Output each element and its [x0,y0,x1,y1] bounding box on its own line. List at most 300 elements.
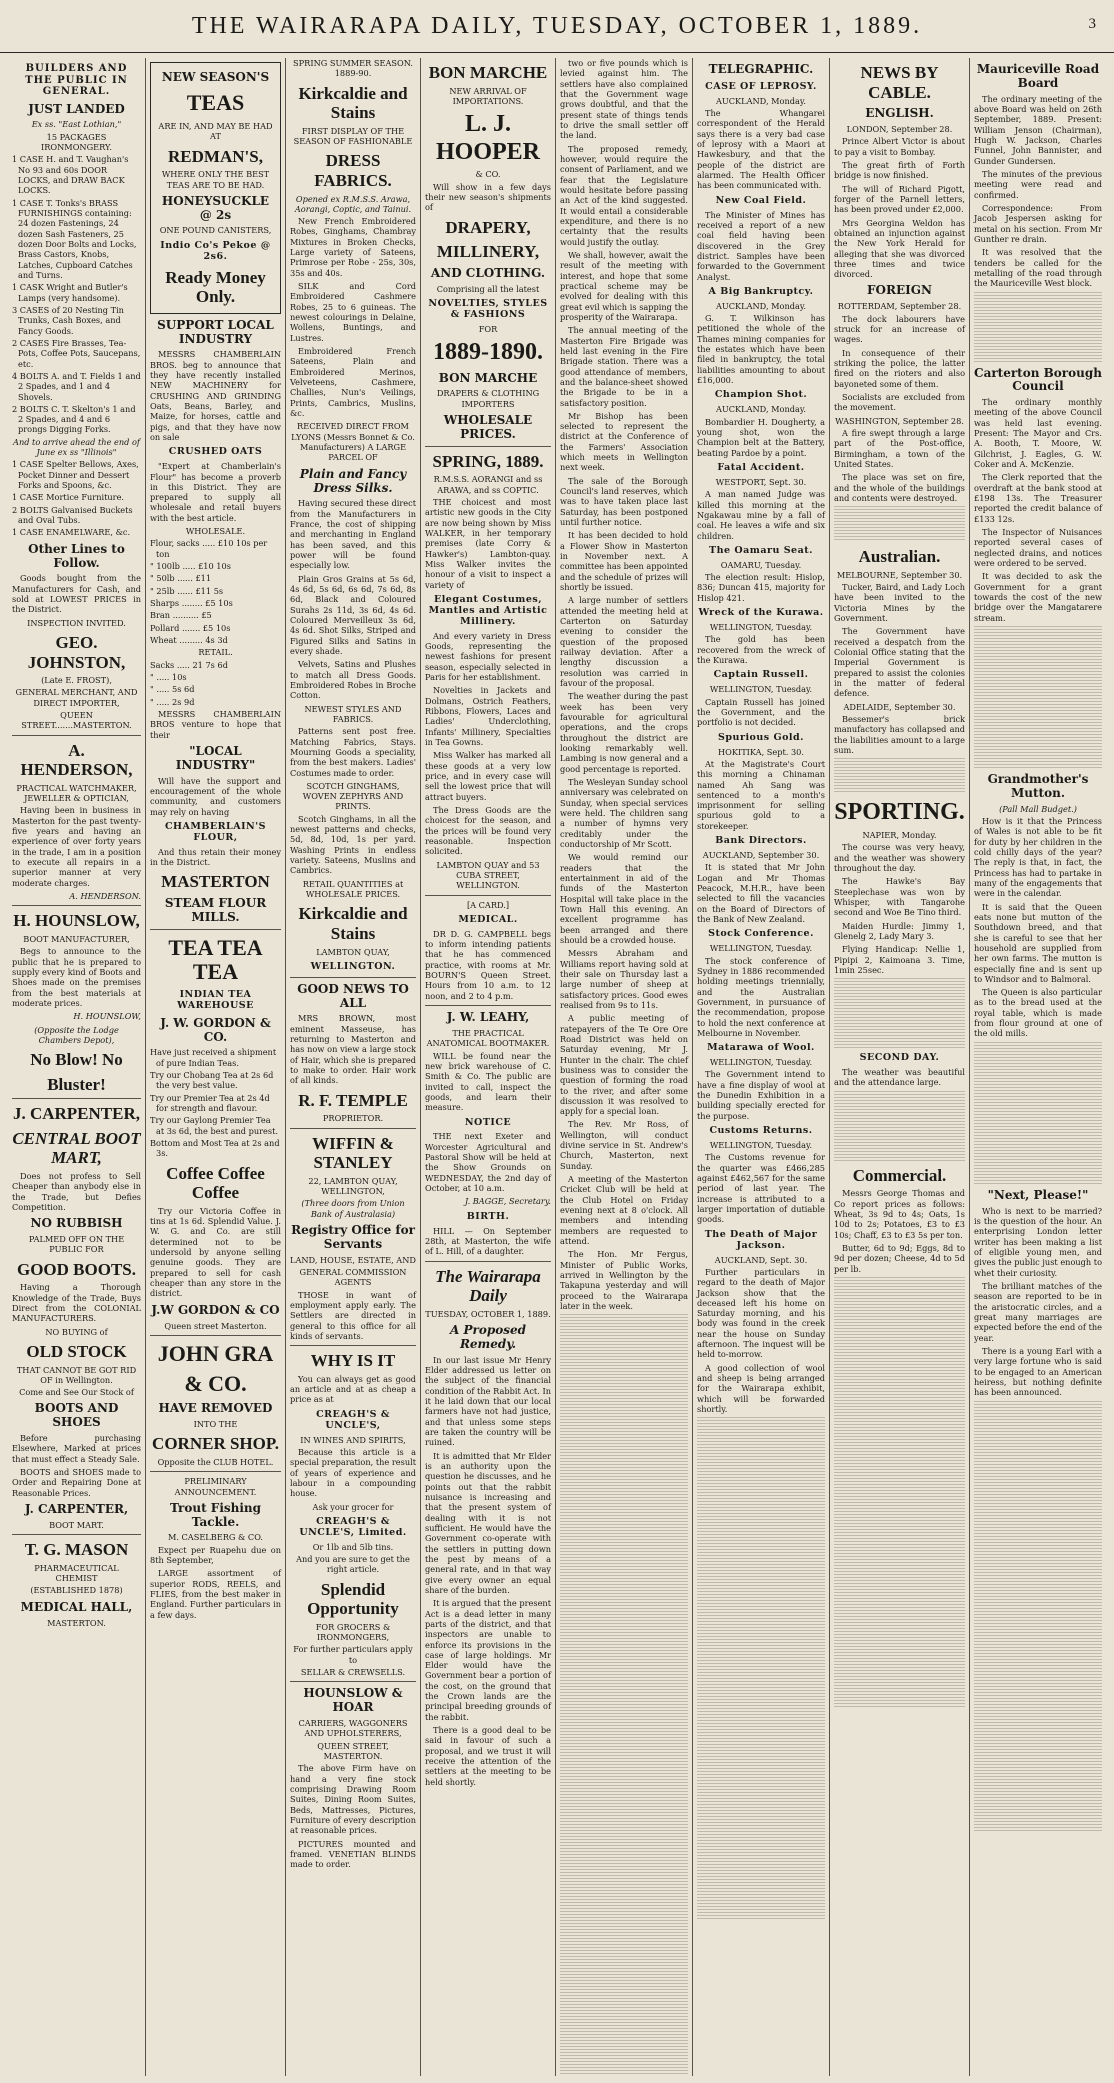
carpenter-name: J. CARPENTER, [12,1104,141,1124]
foreign: FOREIGN [867,283,932,298]
sport-body: The Hawke's Bay Steeplechase was won by Whisper, with Tangarohe second and Woe Be Tino third. [834,876,965,918]
text-fill [560,2034,688,2076]
drapery: DRAPERY, [445,217,531,237]
price-row: " ..... 2s 9d [150,696,195,707]
just-landed: JUST LANDED [28,101,125,116]
land-house: LAND, HOUSE, ESTATE, AND [290,1254,416,1265]
chamberlains-body: And thus retain their money in the District. [150,846,281,868]
wreck-kurawa: Wreck of the Kurawa. [698,607,824,619]
captain-russell: Captain Russell. [713,669,809,681]
column-2 [146,58,286,2076]
wool: Matarawa of Wool. [707,1042,815,1054]
right-article: And you are sure to get the right article. [296,1554,410,1575]
major-jackson: The Death of Major Jackson. [704,1228,818,1251]
masterton: MASTERTON [161,872,270,892]
opposite-club: Opposite the CLUB HOTEL. [157,1456,274,1467]
hounslow-addr: (Opposite the Lodge Chambers Depot), [34,1024,119,1045]
cart-body: The Inspector of Nuisances reported several cases of neglected drains, and notices were ordered to be served. [974,527,1102,569]
text-fill [560,1530,688,1600]
bank-directors: Bank Directors. [715,835,807,847]
cable-body: The Government have received a despatch from the Colonial Office stating that the Imperial Government is prepared to assist the colonies in the matter of federal defence. [834,626,965,699]
corner-shop: CORNER SHOP. [152,1434,279,1454]
wholesale-prices: WHOLESALE PRICES. [443,413,533,441]
commercial: Commercial. [852,1165,947,1185]
column-3 [286,58,421,2076]
divider [150,929,281,930]
hounslow-hoar: HOUNSLOW & HOAR [303,1686,403,1715]
tele-body: The stock conference of Sydney in 1886 recommended holding meetings triennially, and the Australian Government, in pursuance of the recommendation, propose to hold the next conference at Melbourne in November. [697,955,825,1038]
walker-body: And every variety in Dress Goods, representing the newest fashions for present season, especially selected in Paris for her establishment. [425,630,551,682]
telegraphic: TELEGRAPHIC. [708,62,814,76]
next-body: Who is next to be married? is the question of the hour. An enterprising London letter writer has been making a list of eligible young men, and gives the public just enough to whet their curiosity. [974,1205,1102,1278]
teas-heading: TEAS [186,89,245,115]
cart-body: The Clerk reported that the overdraft at the bank stood at £198 13s. The Treasurer reported the credit balance of £133 12s. [974,472,1102,524]
grocer-body: For further particulars apply to [293,1644,413,1665]
price-row: Bran .......... £5 [150,610,212,621]
pictures: PICTURES mounted and framed. VENETIAN BLINDS made to order. [290,1838,416,1870]
medical-hall: MEDICAL HALL, [20,1599,133,1614]
divider [425,1261,551,1262]
crushed-oats: CRUSHED OATS [168,446,263,458]
price-row: Flour, sacks ..... £10 10s per ton [150,538,268,559]
carpenter-name-2: J. CARPENTER, [24,1502,129,1517]
news-para: The Wesleyan Sunday school anniversary was celebrated on Sunday, when special services were held. The children sang a number of hymns very creditably under the conductorship of Mr Scott. [560,776,688,849]
tele-body: The Minister of Mines has received a report of a new coal field having been discovered in the Grey district. Samples have been forwarded to the Government Analyst. [697,209,825,282]
clothing: AND CLOTHING. [430,265,546,280]
no-blow: No Blow! No [30,1050,123,1070]
birth: BIRTH. [466,1210,510,1222]
case-item: 3 CASES of 20 Nesting Tin Trunks, Cash Boxes, and Fancy Goods. [12,304,124,336]
k-body: Velvets, Satins and Plushes to match all Dress Goods. Embroidered Robes in Broche Cotton. [290,659,416,701]
k-body: Embroidered French Sateens, Plain and Embroidered Merinos, Velveteens, Cashmere, Challies, Nun's Veilings, Prints, Cambrics, Muslins, &c. [290,346,416,419]
dateline: NAPIER, Monday. [862,829,937,840]
spring-summer: SPRING SUMMER SEASON. 1889-90. [293,58,413,79]
creagh: CREAGH'S & UNCLE'S, [316,1408,390,1431]
good-boots: GOOD BOOTS. [16,1259,137,1279]
years: 1889-1890. [433,339,543,366]
grandmothers-mutton: Grandmother's Mutton. [987,771,1089,800]
builders-heading: BUILDERS AND THE PUBLIC IN GENERAL. [25,63,128,97]
text-fill [697,1633,825,1703]
cable-body: The place was set on fire, and the whole of the buildings and contents were destroyed. [834,472,965,503]
where-only: WHERE ONLY THE BEST TEAS ARE TO BE HAD. [161,169,270,190]
news-para: It has been decided to hold a Flower Show in Masterton in November next. A committee has been appointed and the schedule of prizes will shortly be issued. [560,530,688,593]
case-item: 1 CASE Spelter Bellows, Axes, Pocket Dinner and Dessert Forks and Spoons, &c. [12,459,139,491]
birth-body: HILL — On September 28th, at Masterton, the wife of L. Hill, of a daughter. [425,1225,551,1257]
bluster: Bluster! [47,1074,106,1094]
leahy: J. W. LEAHY, [446,1010,530,1025]
hounslow-body: Begs to announce to the public that he is prepared to supply every kind of Boots and Shoes made on the premises from the best materials at moderate prices. [12,946,141,1008]
john-gra-co: & CO. [184,1371,247,1397]
cable-body: A fire swept through a large part of the Post-office, Birmingham, a town of the United States. [834,427,965,469]
price-row: " ..... 10s [150,672,187,683]
text-fill [834,1091,965,1161]
tele-body: At the Magistrate's Court this morning a Chinaman named Ah Sang was sentenced to a month's imprisonment for selling spurious gold to a storekeeper. [697,758,825,831]
case-item: 1 CASE Mortice Furniture. [12,492,125,503]
elegant: Elegant Costumes, Mantles and Artistic Millinery. [428,593,548,627]
cart-body: The ordinary monthly meeting of the above Council was held last evening. Present: The Mayor and Crs. A. Booth, T. Moore, W. Gilchrist, J. Eagles, G. W. Coker and A. McKenzie. [974,397,1102,470]
cable-body: Socialists are excluded from the movement. [834,391,965,413]
large-body: LARGE assortment of superior RODS, REELS, and FLIES, from the best maker in England. Further particulars in a few days. [150,1568,281,1620]
text-fill [560,1386,688,1456]
into-the: INTO THE [193,1419,238,1430]
why-is-it: WHY IS IT [310,1351,396,1371]
dateline: ADELAIDE, September 30. [843,701,956,712]
text-fill [697,1417,825,1487]
cable-body: The dock labourers have struck for an increase of wages. [834,313,965,345]
newspaper-title: THE WAIRARAPA DAILY, TUESDAY, OCTOBER 1, 1889. [191,12,923,39]
rf-temple: R. F. TEMPLE [298,1090,408,1110]
new-seasons: NEW SEASON'S [161,70,270,84]
column-8 [970,58,1106,2076]
tea-item: Try our Premier Tea at 2s 4d for strength and flavour. [150,1092,270,1114]
received-direct: RECEIVED DIRECT FROM LYONS (Messrs Bonnet & Co. Manufacturers) A LARGE PARCEL OF [291,421,415,463]
spring-sub: R.M.S.S. AORANGI and ss ARAWA, and ss COPTIC. [433,474,543,495]
dateline: OAMARU, Tuesday. [720,559,802,570]
good-news: GOOD NEWS TO ALL [297,981,409,1010]
steam-flour-mills: STEAM FLOUR MILLS. [164,896,267,924]
retail-quantities: RETAIL QUANTITIES at WHOLESALE PRICES. [302,878,404,900]
divider [12,1098,141,1099]
cable-body: The great firth of Forth bridge is now finished. [834,159,965,181]
walker-body: Novelties in Jackets and Dolmans, Ostrich Feathers, Ribbons, Flowers, Laces and Ladies' Underclothing, Infants' Millinery, Specialties in Tea Gowns. [425,685,551,747]
mason-role: PHARMACEUTICAL CHEMIST [34,1562,119,1584]
cable-body: Tucker, Baird, and Lady Loch have been invited to the Victoria Mines by the Government. [834,582,965,624]
text-fill [834,1349,965,1419]
news-para: The sale of the Borough Council's land reserves, which was to have taken place last Saturday, has been postponed until further notice. [560,475,688,528]
why-body: You can always get as good an article and at as cheap a price as at [290,1373,416,1405]
divider [425,446,551,447]
hooper-co: & CO. [475,169,501,180]
kirkcaldie-2: Kirkcaldie and Stains [298,904,408,943]
walker-body: The Dress Goods are the choicest for the season, and the prices will be found very reasonable. Inspection solicited. [425,804,551,857]
k-body: Patterns sent post free. Matching Fabrics, Stays. Mourning Goods a speciality, from the best makers. Ladies' Costumes made to order. [290,726,416,778]
wiffin-sub: (Three doors from Union Bank of Australasia) [301,1198,405,1219]
stock-conference: Stock Conference. [708,928,814,940]
sport-body: The course was very heavy, and the weather was showery throughout the day. [834,842,965,873]
news-para: Mr Bishop has been selected to represent the district at the Conference of the Farmers' Association which meets in Wellington next week. [560,410,688,473]
walker-body: Miss Walker has marked all these goods at a very low price, and in every case will sell the lowest price that will attract buyers. [425,750,551,802]
tele-body: G. T. Wilkinson has petitioned the whole of the Thames mining companies for the estates which have been filed in bankruptcy, the total liabilities amounting to about £16,000. [697,313,825,386]
wiffin-addr: 22, LAMBTON QUAY, WELLINGTON, [308,1175,398,1196]
text-fill [974,1114,1102,1184]
news-para: A public meeting of ratepayers of the Te Ore Ore Road District was held on Saturday evening, Mr J. Hunter in the chair. The chief business was to consider the question of forming the road to the river, and after some discussion it was resolved to apply for a special loan. [560,1013,688,1117]
text-fill [974,1761,1102,1831]
price-row: Sacks ..... 21 7s 6d [150,659,228,670]
coffee-body: Try our Victoria Coffee in tins at 1s 6d. Splendid Value. J. W. G. and Co. are still determined not to be undersold by anyone selling genuine goods. They are prepared to sell for cash cheaper than any store in the district. [150,1205,281,1299]
grocers: FOR GROCERS & IRONMONGERS, [315,1621,391,1643]
text-fill [834,506,965,542]
price-row: " 25lb ...... £11 5s [150,585,224,596]
daily-date: TUESDAY, OCTOBER 1, 1889. [425,1308,551,1319]
for: FOR [478,323,498,334]
redmans-ad [150,62,281,314]
coffee-heading: Coffee Coffee Coffee [166,1163,265,1203]
ship-name: Ex ss. "East Lothian," [31,119,122,130]
news-para: The annual meeting of the Masterton Fire Brigade was held last evening in the Fire Brigade station. There was a good attendance of members, and the balance-sheet showed the Brigade to be in a satisfactory position. [560,325,688,408]
k-body: New French Embroidered Robes, Ginghams, Chambray Mixtures in Broken Checks, Large variety of Sateens, Primrose per Robe - 25s, 30s, 35s and 40s. [290,216,416,278]
tea-tea-tea: TEA TEA TEA [168,934,263,984]
fatal-accident: Fatal Accident. [717,462,805,473]
editorial-body: There is a good deal to be said in favour of such a proposal, and we trust it will receive the attention of the settlers at the meeting to be held shortly. [425,1725,551,1787]
case-item: 2 BOLTS C. T. Skelton's 1 and 2 Spades, and 4 and 6 prongs Digging Forks. [12,403,136,435]
text-fill [697,1777,825,1847]
bon-marche: BON MARCHE [428,63,548,82]
tele-body: The election result: Hislop, 836; Duncan 415, majority for Hislop 421. [697,572,825,603]
support-local: SUPPORT LOCAL INDUSTRY [157,317,274,346]
cable-body: The will of Richard Pigott, forger of the Parnell letters, has been proved under £2,000. [834,183,965,215]
sport-body: Maiden Hurdle: Jimmy 1, Glenelg 2, Lady Mary 3. [834,920,965,941]
text-fill [560,1314,688,1384]
a-card: [A CARD.] [466,899,510,910]
case-item: 1 CASE T. Tonks's BRASS FURNISHINGS containing: 24 dozen Fastenings, 24 dozen Sash Fasteners, 25 dozen Door Bolts and Locks, Brass Castors, Knobs, Latches, Cupboard Catches and Turns. [12,197,137,280]
wholesale-label: WHOLESALE. [185,526,246,537]
price-row: Sharps ........ £5 10s [150,598,233,609]
tele-body: A man named Judge was killed this morning at the Ngakawau mine by a fall of coal. He leaves a wife and six children. [697,489,825,541]
text-fill [697,1561,825,1631]
crushed-body: "Expert at Chamberlain's Flour" has become a proverb in this District. They are prepared to supply all wholesale and retail buyers with the best article. [150,461,281,523]
dateline: WELLINGTON, Tuesday. [709,1057,813,1068]
ready-money: Ready Money Only. [165,267,266,307]
dateline: MELBOURNE, September 30. [836,569,963,580]
divider [290,977,416,978]
news-para: We shall, however, await the result of the meeting with interest, and hope that some practical scheme may be evolved for dealing with this great evil which is sapping the prosperity of the Wairarapa. [560,249,688,322]
divider [12,735,141,736]
coffee-sig: J.W GORDON & CO [151,1302,280,1317]
english: ENGLISH. [865,106,934,121]
tele-body: Further particulars in regard to the death of Major Jackson show that the deceased left his home on Saturday morning, and his body was found in the creek near the house on Sunday afternoon. The inquest will be held to-morrow. [697,1266,825,1360]
next-please: "Next, Please!" [987,1187,1089,1202]
tele-body: Captain Russell has joined the Government, and the portfolio is not decided. [697,696,825,728]
column-7 [830,58,970,2076]
divider [12,1534,141,1535]
indian-pekoe: Indio Co's Pekoe @ 2s6. [160,239,271,262]
first-display: FIRST DISPLAY OF THE SEASON OF FASHIONABLE [293,125,413,147]
that-cannot: THAT CANNOT BE GOT RID OF in Wellington. [16,1364,137,1385]
text-fill [834,758,965,794]
notice: NOTICE [464,1116,512,1128]
trout-tackle: Trout Fishing Tackle. [169,1500,262,1529]
hooper: L. J. HOOPER [435,111,540,165]
mason-addr: MASTERTON. [47,1617,106,1628]
creaghs-limited: CREAGH'S & UNCLE'S, Limited. [299,1515,407,1538]
coal-field: New Coal Field. [715,194,807,206]
leahy-body: WILL be found near the new brick warehouse of C. Smith & Co. The public are invited to call, inspect the goods, and learn their measure. [425,1050,551,1113]
dateline: WELLINGTON, Tuesday. [709,1140,813,1151]
text-fill [697,1849,825,1919]
road-body: Correspondence: From Jacob Jespersen asking for metal on his section. From Mr Gunther re drain. [974,202,1102,244]
divider [290,1681,416,1682]
johnston-role: GENERAL MERCHANT, AND DIRECT IMPORTER, [15,687,138,708]
sport-body: Flying Handicap: Nellie 1, Pipipi 2, Kaimoana 3. Time, 1min 25sec. [834,944,965,975]
lambton-quay: LAMBTON QUAY, [316,946,390,957]
hounslow-hoar-body: The above Firm have on hand a very fine stock comprising Drawing Room Suites, Dining Room Suites, Beds, Mattresses, Pictures, Furniture of every description at reasonable prices. [290,1763,416,1836]
cart-body: It was decided to ask the Government for a grant towards the cost of the new bridge over the Mangatarere stream. [974,571,1102,623]
text-fill [560,1602,688,1672]
dateline: WELLINGTON, Tuesday. [709,684,813,695]
text-fill [834,1637,965,1707]
dateline: ROTTERDAM, September 28. [837,301,962,312]
dateline: WESTPORT, Sept. 30. [715,476,807,487]
price-row: " 50lb ...... £11 [150,573,212,584]
case-item: 2 BOLTS Galvanised Buckets and Oval Tubs. [12,504,133,526]
johnston-sub: (Late E. FROST), [41,675,112,686]
news-para: The weather during the past week has been very favourable for agricultural operations, and the crops throughout the district are looking remarkably well. Lambing is now general and a good percentage is reported. [560,691,688,774]
tea-item: Have just received a shipment of pure Indian Teas. [150,1047,277,1068]
spurious-gold: Spurious Gold. [718,731,804,743]
johnston-body: Goods bought from the Manufacturers for Cash, and sold at LOWEST PRICES in the District. [12,573,141,615]
case-item: 4 BOLTS A. and T. Fields 1 and 2 Spades, and 1 and 4 Shovels. [12,370,141,402]
john-gra: JOHN GRA [157,1340,274,1366]
splendid: Splendid Opportunity [307,1579,399,1619]
daily-title: The Wairarapa Daily [435,1266,541,1306]
text-fill [974,698,1102,768]
walker-body: THE choicest and most artistic new goods in the City are now being shown by Miss WALKER, in her temporary premises (late Corry & Hawker's) Lambton-quay. Miss Walker invites the honour of a visit to inspect a variety of [425,496,551,590]
dateline: AUCKLAND, Monday. [715,300,807,311]
news-by-cable: NEWS BY CABLE. [860,63,939,102]
news-para: A meeting of the Masterton Cricket Club will be held at the Club Hotel on Friday evening next at 8 o'clock. All members and intending members are requested to attend. [560,1174,688,1247]
honeysuckle: HONEYSUCKLE @ 2s [161,193,270,222]
drapers: DRAPERS & CLOTHING IMPORTERS [436,388,540,409]
carterton: Carterton Borough Council [974,365,1102,394]
editorial-body: It is argued that the present Act is a dead letter in many parts of the district, and that inspectors are unable to enforce its provisions in the case of large holdings. Mr Elder would have the Government bear a portion of the cost, on the ground that the Crown lands are the principal breeding grounds of the rabbit. [425,1598,551,1722]
dateline: AUCKLAND, September 30. [702,850,820,861]
mason-est: (ESTABLISHED 1878) [30,1585,123,1596]
road-board: Mauriceville Road Board [976,62,1100,90]
cable-body: In consequence of their striking the police, the latter fired on the rioters and also bayoneted some of them. [834,347,965,389]
sport-body: The weather was beautiful and the attendance large. [834,1067,965,1088]
wines: IN WINES AND SPIRITS, [300,1434,406,1445]
other-lines: Other Lines to Follow. [28,541,125,570]
wellington: WELLINGTON. [310,960,396,972]
k-body: Plain Gros Grains at 5s 6d, 4s 6d, 5s 6d, 6s 6d, 7s 6d, 8s 6d, Black and Coloured Surahs 2s 11d, 3s 6d, 4s 6d. Coloured Merveilleux 3s 6d, 4s 6d. Shot Silks, Striped and Figured Silks and Satins in every shade. [290,573,416,656]
text-fill [974,1617,1102,1687]
inspection: INSPECTION INVITED. [27,617,126,628]
opened-ex: Opened ex R.M.S.S. Arawa, Aorangi, Coptic, and Tainui. [294,193,412,214]
dateline: AUCKLAND, Monday. [715,404,807,415]
come-see: Come and See Our Stock of [19,1387,134,1398]
grand-body: How is it that the Princess of Wales is not able to be fit for duty by her children in the cold chilly days of the year? The reply is that, in fact, the Princess has had to partake in many of the engagements that were in the calendar. [974,815,1102,899]
text-fill [560,1746,688,1816]
divider [425,895,551,896]
divider [150,1471,281,1472]
indian-tea-warehouse: INDIAN TEA WAREHOUSE [177,988,254,1011]
dateline: WASHINGTON, September 28. [835,415,964,426]
packages: 15 PACKAGES IRONMONGERY. [41,131,112,152]
dateline: AUCKLAND, Sept. 30. [714,1254,808,1265]
prelim: PRELIMINARY ANNOUNCEMENT. [174,1476,257,1497]
boots-shoes: BOOTS AND SHOES [34,1401,119,1430]
case-item: 1 CASE ENAMELWARE, &c. [12,527,131,538]
next-body: The brilliant matches of the season are reported to be in the aristocratic circles, and a great many marriages are expected before the end of the year. [974,1280,1102,1343]
divider [150,1335,281,1336]
notice-sig: J. BAGGE, Secretary. [464,1196,551,1207]
column-5 [556,58,693,2076]
henderson-sig: A. HENDERSON. [69,891,141,902]
text-fill [974,292,1102,362]
henderson-role: PRACTICAL WATCHMAKER, JEWELLER & OPTICIAN, [16,782,137,804]
road-body: The ordinary meeting of the above Board was held on 26th September, 1889. Present: William Jenson (Chairman), Hugh W. Jackson, Charles Funnel, John Bannister, and Gunder Gundersen. [974,93,1102,166]
text-fill [974,1689,1102,1759]
divider [12,905,141,906]
news-para: The proposed remedy, however, would require the consent of Parliament, and we fear that the Legislature would hesitate before passing an Act of the kind suggested. It would entail a considerable expenditure, and there is no certainty that the results would justify the outlay. [560,143,688,247]
having-body: Having a Thorough Knowledge of the Trade, Buys Direct from the COLONIAL MANUFACTURERS. [12,1282,141,1324]
second-day: SECOND DAY. [859,1052,940,1064]
hounslow-name: H. HOUNSLOW, [13,911,140,931]
are-in: ARE IN, AND MAY BE HAD AT [158,120,273,142]
sellar: SELLAR & CREWSELLS. [300,1667,406,1678]
johnston-name: GEO. JOHNSTON, [27,633,126,672]
henderson-body: Having been in business in Masterton for the past twenty-five years and having an experience of over forty years in the trade, I am in a position to execute all repairs in a superior manner at very moderate charges. [12,805,141,888]
hounslow-role: BOOT MANUFACTURER, [23,933,130,944]
text-fill [834,1493,965,1563]
those-body: THOSE in want of employment apply early. The Settlers are directed in general to this office for all kinds of servants. [290,1289,416,1341]
road-body: The minutes of the previous meeting were read and confirmed. [974,168,1102,200]
next-body: There is a young Earl with a very large fortune who is said to be engaged to an American heiress, but nothing definite has been announced. [974,1345,1102,1398]
caselberg-body: Expect per Ruapehu due on 8th September, [150,1544,281,1566]
champion-shot: Champion Shot. [714,389,808,401]
price-row: " ..... 5s 6d [150,684,195,695]
support-body: MESSRS CHAMBERLAIN BROS. beg to announce that they have recently installed NEW MACHINERY for CRUSHING AND GRINDING Oats, Beans, Barley, and Maize, for horses, cattle and pigs, and that they have now on sale [150,349,281,442]
commission: GENERAL COMMISSION AGENTS [299,1266,407,1288]
tele-body: The gold has been recovered from the wreck of the Kurawa. [697,634,825,666]
text-fill [834,978,965,1048]
k-body: Scotch Ginghams, in all the newest patterns and checks, 5d, 8d, 10d, 1s per yard. Washing Prints in endless variety. Sateens, Muslins and Cambrics. [290,813,416,876]
price-row: " 100lb ..... £10 10s [150,561,231,572]
news-para: The Rev. Mr Ross, of Wellington, will conduct divine service in St. Andrew's Church, Masterton, next Sunday. [560,1119,688,1171]
coffee-addr: Queen street Masterton. [164,1320,267,1331]
wiffin-stanley: WIFFIN & STANLEY [312,1133,394,1173]
jw-gordon: J. W. GORDON & CO. [160,1015,271,1044]
text-fill [974,1401,1102,1471]
divider [290,1128,416,1129]
spring-1889: SPRING, 1889. [432,451,544,471]
text-fill [560,1962,688,2032]
tele-body: The Government intend to have a fine display of wool at the Dunedin Exhibition in a building specially erected for the purpose. [697,1069,825,1121]
editorial-body: In our last issue Mr Henry Elder addressed us letter on the subject of the financial condition of the Rabbit Act. In it he laid down that our local farmers have not had justice, and that unless some steps are taken the country will be ruined. [425,1354,551,1448]
tea-item: Try our Gaylong Premier Tea at 3s 6d, the best and purest. [150,1115,279,1136]
no-buying: NO BUYING of [45,1326,108,1337]
cable-body: Mrs Georgina Weldon has obtained an injunction against the New York Herald for alleging that she was divorced three times and twice divorced. [834,217,965,280]
millinery: MILLINERY, [436,242,540,262]
ask-grocer: Ask your grocer for [312,1501,394,1512]
good-news-body: MRS BROWN, most eminent Masseuse, has returning to Masterton and has now on view a large stock of Hair, which she is prepared to make to order. Hair work of all kinds. [290,1013,416,1086]
grand-body: It is said that the Queen eats none but mutton of the Southdown breed, and that she is careful to see that her household are supplied from her own farms. The mutton is especially fine and is sent up to Windsor and to Balmoral. [974,901,1102,984]
divider [290,1345,416,1346]
dateline: WELLINGTON, Tuesday. [709,943,813,954]
tele-body: The Customs revenue for the quarter was £466,285 against £462,567 for the same period of last year. The increase is attributed to a larger importation of dutiable goods. [697,1152,825,1225]
oamaru-seat: The Oamaru Seat. [709,544,813,556]
also-arrive: And to arrive ahead the end of June ex ss "Illinois" [13,436,140,458]
column-1 [8,58,146,2076]
text-fill [974,1473,1102,1543]
medical-body: DR D. G. CAMPBELL begs to inform intending patients that he has commenced practice, with rooms at Mr. BOURN'S Queen Street. Hours from 10 a.m. to 12 noon, and 2 to 4 p.m. [425,928,551,1001]
column-6 [693,58,830,2076]
local-body: Will have the support and encouragement of the whole community, and customers may rely on having [150,775,281,817]
new-arrival: NEW ARRIVAL OF IMPORTATIONS. [449,85,527,106]
grand-body: The Queen is also particular as to the bread used at the royal table, which is made from flour ground at one of the old mills. [974,987,1102,1039]
messrs-body: MESSRS CHAMBERLAIN BROS venture to hope that their [150,709,281,740]
text-fill [834,1421,965,1491]
masthead [0,0,1114,53]
customs-returns: Customs Returns. [709,1125,813,1137]
central-boot-mart: CENTRAL BOOT MART, [12,1128,141,1168]
k-body: Having secured these direct from the Manufacturers in France, the cost of shipping and merchanting in England has been saved, and this power will be found especially low. [290,498,416,571]
news-para: A large number of settlers attended the meeting held at Carterton on Saturday evening to consider the question of the proposed railway deviation. After a lengthy discussion a resolution was carried in favour of the proposal. [560,595,688,689]
text-fill [560,1818,688,1888]
text-fill [834,1277,965,1347]
editorial-body: It is admitted that Mr Elder is an authority upon the question he discusses, and he points out that the rabbit nuisance is increasing and that the present system of dealing with it is not sufficient. He would have the Government co-operate with the settlers in putting down the pest by means of a general rate, and in that way give every owner an equal share of the burden. [425,1450,551,1595]
